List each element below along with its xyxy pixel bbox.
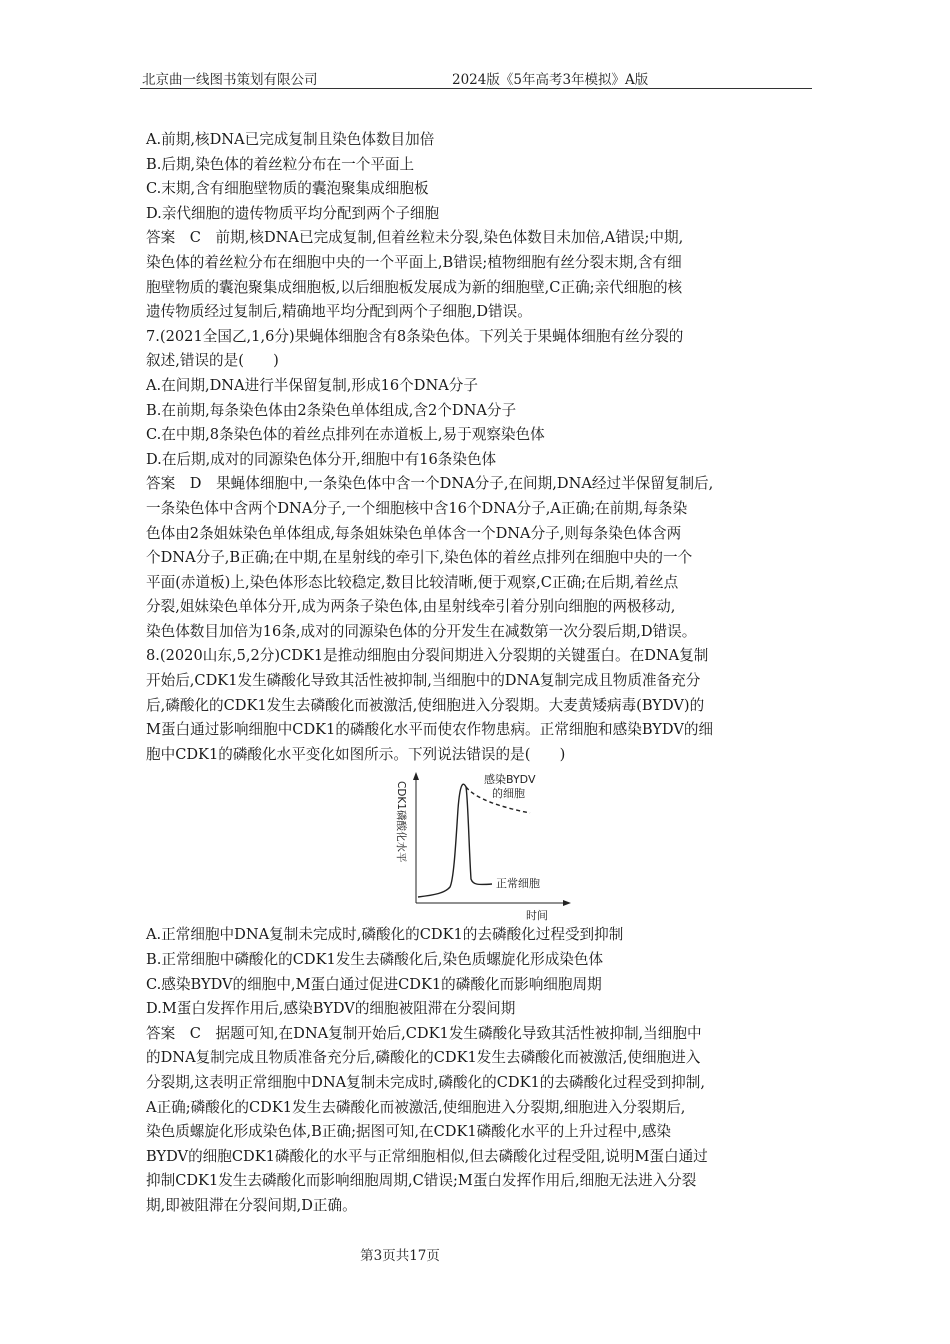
text-line: 色体由2条姐妹染色单体组成,每条姐妹染色单体含一个DNA分子,则每条染色体含两 (146, 524, 682, 542)
text-line: A.前期,核DNA已完成复制且染色体数目加倍 (146, 131, 435, 148)
text-line: A.在间期,DNA进行半保留复制,形成16个DNA分子 (146, 376, 478, 394)
normal-cell-curve (418, 785, 492, 898)
text-line: 染色质螺旋化形成染色体,B正确;据图可知,在CDK1磷酸化水平的上升过程中,感染 (146, 1123, 672, 1141)
text-line: 一条染色体中含两个DNA分子,一个细胞核中含16个DNA分子,A正确;在前期,每条染 (146, 499, 688, 517)
book-title: 2024版《5年高考3年模拟》A版 (452, 72, 649, 88)
text-line: C.末期,含有细胞壁物质的囊泡聚集成细胞板 (146, 180, 429, 198)
y-axis-label: CDK1磷酸化水平 (395, 781, 407, 863)
text-line: 分裂期,这表明正常细胞中DNA复制未完成时,磷酸化的CDK1的去磷酸化过程受到抑制, (146, 1074, 705, 1091)
text-line: A.正常细胞中DNA复制未完成时,磷酸化的CDK1的去磷酸化过程受到抑制 (146, 926, 624, 944)
infected-label-1: 感染BYDV (484, 773, 536, 787)
text-line: D.在后期,成对的同源染色体分开,细胞中有16条染色体 (146, 450, 497, 468)
x-axis-arrow (563, 900, 571, 906)
page-body (146, 128, 806, 1219)
page-number: 第3页共17页 (360, 1248, 440, 1264)
text-line: M蛋白通过影响细胞中CDK1的磷酸化水平而使农作物患病。正常细胞和感染BYDV的细 (146, 721, 714, 739)
x-axis-label: 时间 (526, 909, 548, 923)
figure-cdk1-phosphorylation (146, 769, 806, 923)
text-line: B.后期,染色体的着丝粒分布在一个平面上 (146, 155, 415, 173)
text-line: 8.(2020山东,5,2分)CDK1是推动细胞由分裂间期进入分裂期的关键蛋白。在DNA复制 (146, 647, 709, 665)
text-line: 染色体的着丝粒分布在细胞中央的一个平面上,B错误;植物细胞有丝分裂末期,含有细 (146, 253, 682, 271)
text-line: D.亲代细胞的遗传物质平均分配到两个子细胞 (146, 204, 440, 222)
text-line: 后,磷酸化的CDK1发生去磷酸化而被激活,使细胞进入分裂期。大麦黄矮病毒(BYDV)的 (146, 696, 705, 714)
text-line: 遗传物质经过复制后,精确地平均分配到两个子细胞,D错误。 (146, 303, 532, 321)
text-line: 胞壁物质的囊泡聚集成细胞板,以后细胞板发展成为新的细胞壁,C正确;亲代细胞的核 (146, 278, 683, 296)
text-line: C.感染BYDV的细胞中,M蛋白通过促进CDK1的磷酸化而影响细胞周期 (146, 975, 602, 993)
header-divider (140, 88, 812, 89)
text-line: 答案 D 果蝇体细胞中,一条染色体中含一个DNA分子,在间期,DNA经过半保留复制后, (146, 475, 714, 493)
text-line: 染色体数目加倍为16条,成对的同源染色体的分开发生在减数第一次分裂后期,D错误。 (146, 622, 697, 640)
text-line: 开始后,CDK1发生磷酸化导致其活性被抑制,当细胞中的DNA复制完成且物质准备充分 (146, 672, 701, 690)
text-line: 的DNA复制完成且物质准备充分后,磷酸化的CDK1发生去磷酸化而被激活,使细胞进入 (146, 1049, 701, 1067)
text-line: B.正常细胞中磷酸化的CDK1发生去磷酸化后,染色质螺旋化形成染色体 (146, 951, 604, 969)
text-block-bottom (146, 923, 806, 1218)
infected-label-2: 的细胞 (492, 787, 525, 801)
publisher-name: 北京曲一线图书策划有限公司 (142, 72, 318, 88)
text-line: 答案 C 据题可知,在DNA复制开始后,CDK1发生磷酸化导致其活性被抑制,当细胞中 (146, 1024, 702, 1042)
normal-cell-label: 正常细胞 (496, 877, 540, 891)
text-line: 期,即被阻滞在分裂间期,D正确。 (146, 1196, 357, 1214)
text-line: D.M蛋白发挥作用后,感染BYDV的细胞被阻滞在分裂间期 (146, 1000, 516, 1018)
page-header (140, 66, 812, 88)
text-line: 个DNA分子,B正确;在中期,在星射线的牵引下,染色体的着丝点排列在细胞中央的一个 (146, 549, 693, 567)
text-line: 分裂,姐妹染色单体分开,成为两条子染色体,由星射线牵引着分别向细胞的两极移动, (146, 598, 676, 616)
text-line: 抑制CDK1发生去磷酸化而影响细胞周期,C错误;M蛋白发挥作用后,细胞无法进入分裂 (146, 1172, 697, 1190)
text-line: C.在中期,8条染色体的着丝点排列在赤道板上,易于观察染色体 (146, 426, 545, 444)
text-block-top (146, 128, 806, 767)
text-line: 平面(赤道板)上,染色体形态比较稳定,数目比较清晰,便于观察,C正确;在后期,着丝点 (146, 573, 679, 591)
text-line: 叙述,错误的是( ) (146, 352, 279, 370)
text-line: BYDV的细胞CDK1磷酸化的水平与正常细胞相似,但去磷酸化过程受阻,说明M蛋白通过 (146, 1147, 708, 1165)
text-line: 答案 C 前期,核DNA已完成复制,但着丝粒未分裂,染色体数目未加倍,A错误;中期, (146, 229, 684, 247)
text-line: B.在前期,每条染色体由2条染色单体组成,含2个DNA分子 (146, 401, 517, 419)
cdk1-curve-diagram (380, 769, 580, 923)
text-line: A正确;磷酸化的CDK1发生去磷酸化而被激活,使细胞进入分裂期,细胞进入分裂期后, (146, 1098, 686, 1116)
text-line: 胞中CDK1的磷酸化水平变化如图所示。下列说法错误的是( ) (146, 745, 566, 763)
y-axis-arrow (413, 772, 419, 780)
text-line: 7.(2021全国乙,1,6分)果蝇体细胞含有8条染色体。下列关于果蝇体细胞有丝分裂的 (146, 327, 684, 345)
